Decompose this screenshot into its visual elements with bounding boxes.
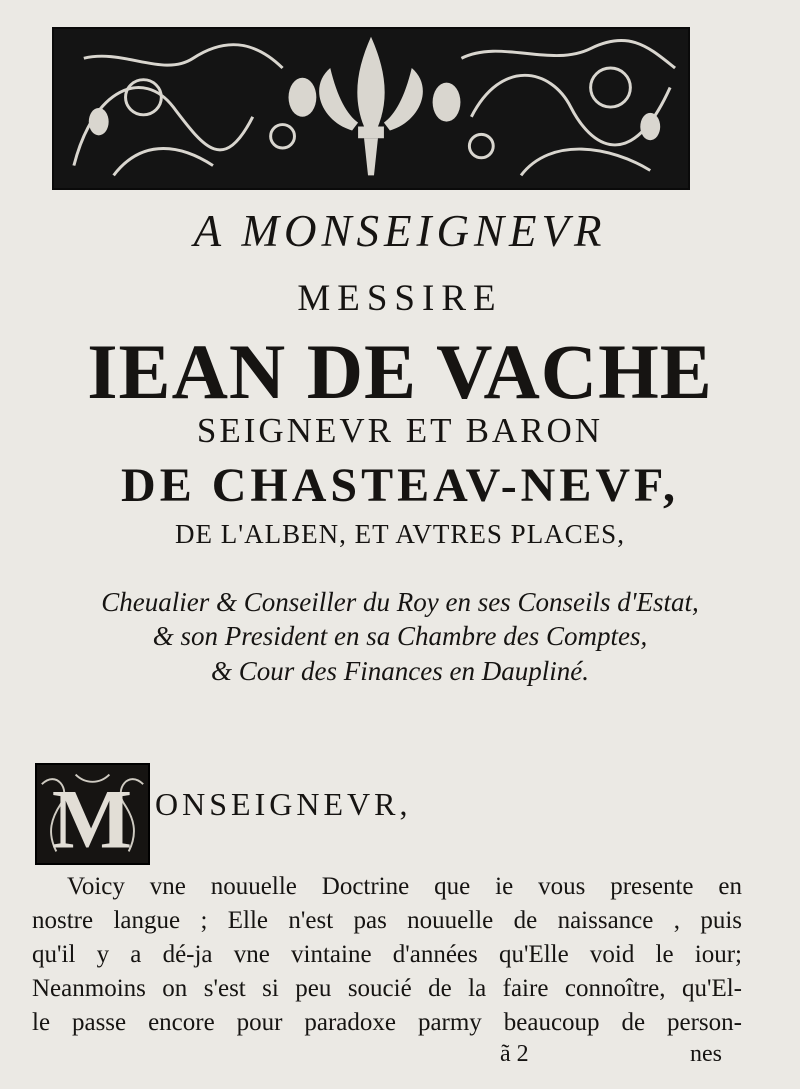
body-line-3: qu'il y a dé-ja vne vintaine d'années qu'Elle void le iour; [32,941,742,968]
initial-letter: M [51,772,133,863]
body-line-5: le passe encore pour paradoxe parmy beaucoup de person- [32,1009,742,1036]
offices-line-1: Cheualier & Conseiller du Roy en ses Conseils d'Estat, [101,587,699,617]
signature-mark: ã 2 [500,1041,529,1067]
ornamental-headpiece [52,27,690,190]
rank-line: SEIGNEVR ET BARON [196,411,604,450]
initial-ornament [37,765,148,863]
offices-line-2: & son President en sa Chambre des Comptes, [152,621,648,651]
offices-line-3: & Cour des Finances en Daupliné. [211,656,589,686]
decorated-initial [35,763,150,865]
body-line-1: Voicy vne nouuelle Doctrine que ie vous presente en [67,873,742,900]
title-line: MESSIRE [297,278,503,319]
places-line: DE L'ALBEN, ET AVTRES PLACES, [175,519,625,549]
salutation: ONSEIGNEVR, [155,786,412,822]
dedication-heading: A MONSEIGNEVR [193,206,607,256]
dedicatee-name: IEAN DE VACHE [87,328,713,415]
body-line-2: nostre langue ; Elle n'est pas nouuelle de naissance , puis [32,907,742,934]
fleur-de-lis-ornament [54,29,688,188]
catchword: nes [690,1041,722,1067]
body-line-4: Neanmoins on s'est si peu soucié de la faire connoître, qu'El- [32,975,742,1002]
place-line: DE CHASTEAV-NEVF, [121,459,679,512]
